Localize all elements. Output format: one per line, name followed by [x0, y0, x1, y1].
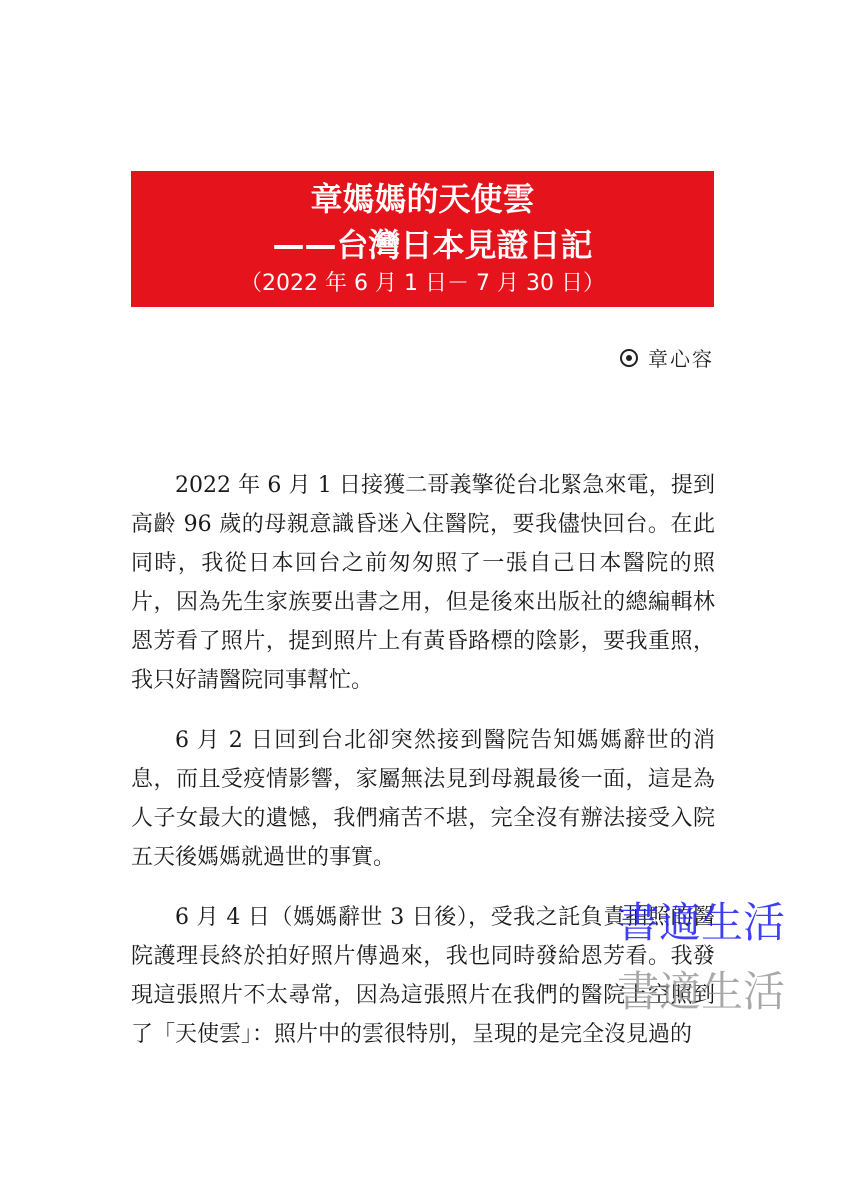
- bullseye-icon: [620, 349, 638, 367]
- title-banner: [131, 171, 714, 307]
- paragraph-1: 2022 年 6 月 1 日接獲二哥義擎從台北緊急來電，提到高齡 96 歲的母親意識昏迷入住醫院，要我儘快回台。在此同時，我從日本回台之前匆匆照了一張自己日本醫院的照片，因為先生家族要出書之用，但是後來出版社的總編輯林恩芳看了照片，提到照片上有黃昏路標的陰影，要我重照，我只好請醫院同事幫忙。: [131, 473, 715, 693]
- author-byline: [620, 343, 714, 372]
- article-date-range: （2022 年 6 月 1 日－ 7 月 30 日）: [240, 271, 605, 296]
- author-name: 章心容: [648, 347, 714, 371]
- watermark-secondary: 書適生活: [617, 967, 786, 1016]
- article-subtitle: ——台灣日本見證日記: [272, 226, 593, 264]
- paragraph-3: 6 月 4 日（媽媽辭世 3 日後），受我之託負責拍照的醫院護理長終於拍好照片傳過來，我也同時發給恩芳看。我發現這張照片不太尋常，因為這張照片在我們的醫院上空照到了「天使雲」：照片中的雲很特別，呈現的是完全沒見過的: [131, 905, 715, 1047]
- article-title: 章媽媽的天使雲: [310, 180, 535, 218]
- paragraph-2: 6 月 2 日回到台北卻突然接到醫院告知媽媽辭世的消息，而且受疫情影響，家屬無法見到母親最後一面，這是為人子女最大的遺憾，我們痛苦不堪，完全沒有辦法接受入院五天後媽媽就過世的事實。: [131, 728, 715, 870]
- watermark-primary: 書適生活: [617, 898, 786, 947]
